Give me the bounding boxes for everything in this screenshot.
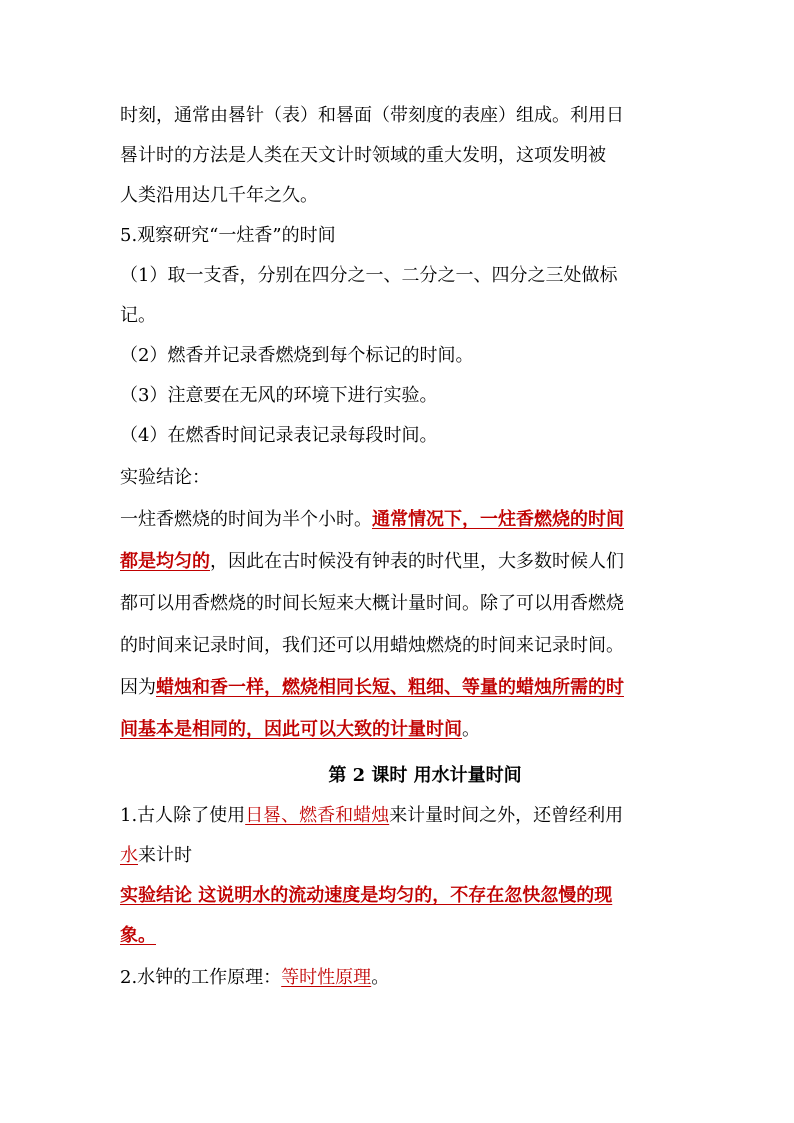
text-line	[120, 546, 624, 578]
text-line	[120, 880, 612, 912]
highlighted-text: 日晷、燃香和蜡烛	[245, 805, 390, 826]
text-segment: 记。	[120, 305, 156, 326]
highlighted-text: 间基本是相同的，因此可以大致的计量时间	[120, 719, 462, 740]
text-segment: 一炷香燃烧的时间为半个小时。	[120, 509, 372, 530]
text-segment: 时刻，通常由晷针（表）和晷面（带刻度的表座）组成。利用日	[120, 105, 624, 126]
text-line	[120, 180, 318, 212]
text-line	[120, 140, 606, 172]
text-segment: 。	[371, 967, 390, 988]
text-segment: 第 2 课时 用水计量时间	[328, 765, 522, 786]
text-line	[120, 260, 617, 292]
text-line	[120, 800, 623, 832]
text-line	[120, 220, 336, 252]
text-segment: 来计时	[138, 845, 192, 866]
highlighted-text: 实验结论 这说明水的流动速度是均匀的，不存在忽快忽慢的现	[120, 885, 613, 906]
highlighted-text: 水	[120, 845, 138, 866]
text-segment: 因为	[120, 677, 156, 698]
section-heading	[120, 760, 730, 792]
text-segment: （4）在燃香时间记录表记录每段时间。	[120, 425, 438, 446]
text-line	[120, 462, 210, 494]
text-line	[120, 100, 624, 132]
text-line	[120, 420, 437, 452]
text-segment: 5.观察研究“一炷香”的时间	[120, 225, 336, 246]
highlighted-text: 象。	[120, 925, 156, 946]
text-segment: 晷计时的方法是人类在天文计时领域的重大发明，这项发明被	[120, 145, 606, 166]
text-segment: 都可以用香燃烧的时间长短来大概计量时间。除了可以用香燃烧	[120, 593, 624, 614]
text-line	[120, 672, 624, 704]
text-line	[120, 300, 156, 332]
text-line	[120, 714, 480, 746]
highlighted-text: 通常情况下，一炷香燃烧的时间	[372, 509, 624, 530]
text-line	[120, 920, 156, 952]
text-segment: 2.水钟的工作原理：	[120, 967, 282, 988]
text-line	[120, 630, 624, 662]
text-line	[120, 340, 473, 372]
text-segment: 1.古人除了使用	[120, 805, 246, 826]
text-segment: 。	[462, 719, 480, 740]
text-segment: （2）燃香并记录香燃烧到每个标记的时间。	[120, 345, 474, 366]
text-line	[120, 588, 624, 620]
text-segment: 人类沿用达几千年之久。	[120, 185, 318, 206]
highlighted-text: 都是均匀的	[120, 551, 210, 572]
text-segment: （1）取一支香，分别在四分之一、二分之一、四分之三处做标	[120, 265, 618, 286]
text-line	[120, 380, 437, 412]
highlighted-text: 蜡烛和香一样，燃烧相同长短、粗细、等量的蜡烛所需的时	[156, 677, 624, 698]
text-line	[120, 962, 389, 994]
text-segment: （3）注意要在无风的环境下进行实验。	[120, 385, 438, 406]
text-segment: 的时间来记录时间，我们还可以用蜡烛燃烧的时间来记录时间。	[120, 635, 624, 656]
highlighted-text: 等时性原理	[281, 967, 372, 988]
text-line	[120, 840, 192, 872]
text-segment: 来计量时间之外，还曾经利用	[389, 805, 624, 826]
text-line	[120, 504, 624, 536]
text-segment: 实验结论：	[120, 467, 210, 488]
text-segment: ，因此在古时候没有钟表的时代里，大多数时候人们	[210, 551, 624, 572]
